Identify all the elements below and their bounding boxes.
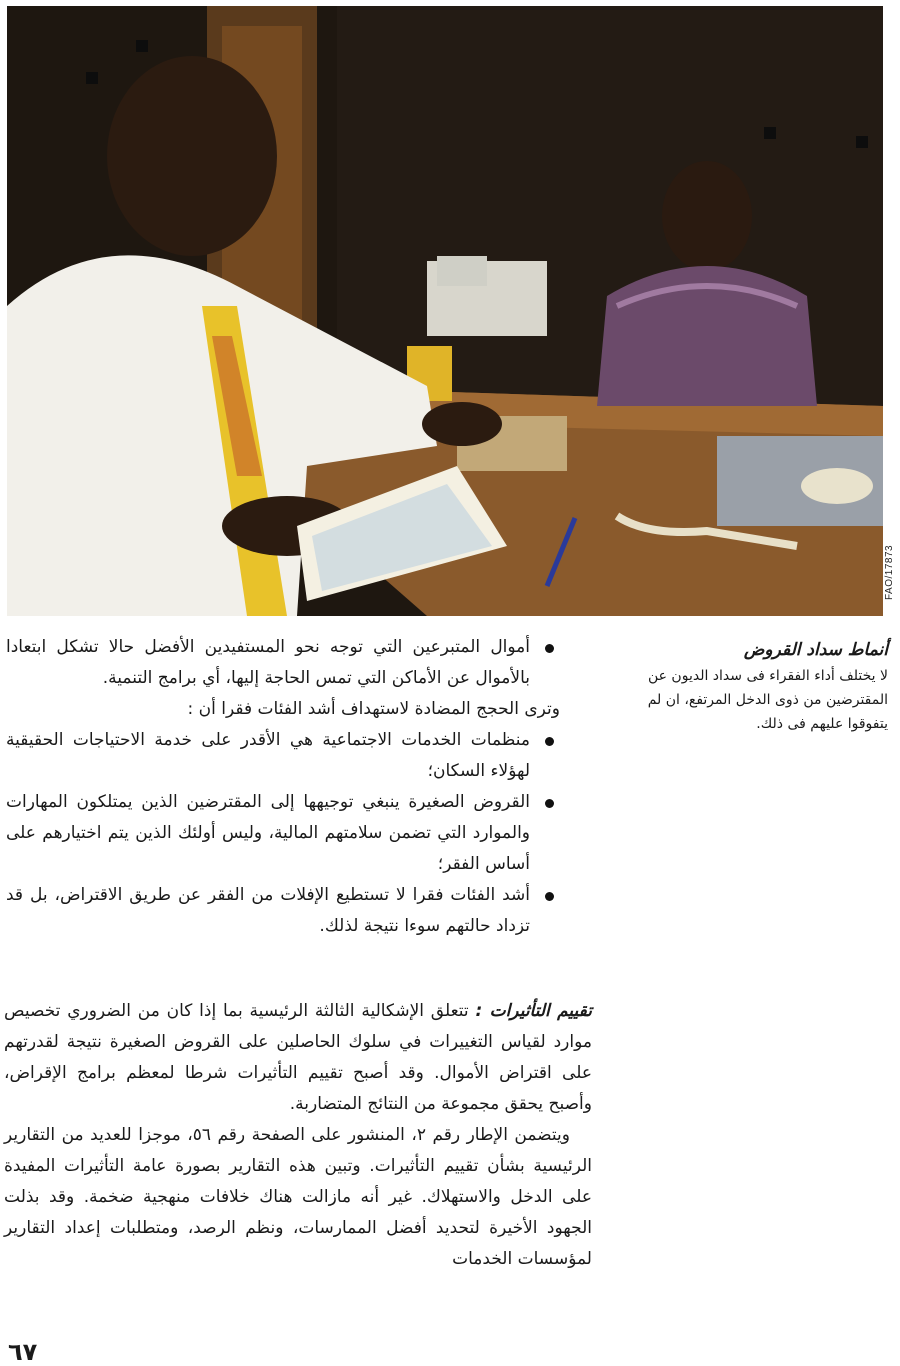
caption-title: أنماط سداد القروض <box>743 640 888 660</box>
bullet-icon <box>545 892 554 901</box>
bank-teller-photo <box>7 6 883 616</box>
bullet-icon <box>545 799 554 808</box>
photo-illustration <box>7 6 883 616</box>
paragraph: ويتضمن الإطار رقم ٢، المنشور على الصفحة رقم ٥٦، موجزا للعديد من التقارير الرئيسية بشأن تقييم التأثيرات. وتبين هذه التقارير بصورة عامة التأثيرات المفيدة على الدخل والاستهلاك. غير أنه مازالت هناك خلافات منهجية ضخمة. وقد بذلت الجهود الأخيرة لتحديد أفضل الممارسات، ونظم الرصد، ومتطلبات إعداد التقارير لمؤسسات الخدمات <box>4 1125 592 1269</box>
bullet-icon <box>545 644 554 653</box>
paragraph <box>4 996 592 1120</box>
bullet-icon <box>545 737 554 746</box>
list-item-text: منظمات الخدمات الاجتماعية هي الأقدر على خدمة الاحتياجات الحقيقية لهؤلاء السكان؛ <box>6 730 530 781</box>
list-item-text: أموال المتبرعين التي توجه نحو المستفيدين الأفضل حالا تشكل ابتعادا بالأموال عن الأماكن التي تمس الحاجة إليها، أي برامج التنمية. <box>6 637 530 688</box>
crop-mark-icon <box>136 40 148 52</box>
arguments-list <box>6 632 562 942</box>
body-text <box>4 996 592 1275</box>
list-item <box>6 632 562 694</box>
paragraph-text: تتعلق الإشكالية الثالثة الرئيسية بما إذا كان من الضروري تخصيص موارد لقياس التغييرات في سلوك الحاصلين على القروض الصغيرة نتيجة لقدرتهم على اقتراض الأموال. وقد أصبح تقييم التأثيرات شرطا لمعظم برامج الإقراض، وأصبح يحقق مجموعة من النتائج المتضاربة. <box>4 1001 592 1114</box>
list-item <box>6 725 562 787</box>
photo-credit: FAO/17873 <box>884 545 895 601</box>
crop-mark-icon <box>86 72 98 84</box>
list-item-text: أشد الفئات فقرا لا تستطيع الإفلات من الفقر عن طريق الاقتراض، بل قد تزداد حالتهم سوءا نتيجة لذلك. <box>6 885 530 936</box>
list-item <box>6 880 562 942</box>
caption-text: لا يختلف أداء الفقراء فى سداد الديون عن المقترضين من ذوى الدخل المرتفع، ان لم يتفوقوا عليهم فى ذلك. <box>647 668 888 732</box>
list-item <box>6 787 562 880</box>
page-number: ٦٧ <box>8 1338 38 1366</box>
list-item-text: القروض الصغيرة ينبغي توجيهها إلى المقترضين الذين يمتلكون المهارات والموارد التي تضمن سلامتهم المالية، وليس أولئك الذين يتم اختيارهم على أساس الفقر؛ <box>6 792 530 874</box>
crop-mark-icon <box>856 136 868 148</box>
crop-mark-icon <box>764 127 776 139</box>
photo-caption <box>620 640 888 736</box>
list-intro: وترى الحجج المضادة لاستهداف أشد الفئات فقرا أن : <box>187 699 560 719</box>
section-heading: تقييم التأثيرات : <box>475 1001 592 1021</box>
